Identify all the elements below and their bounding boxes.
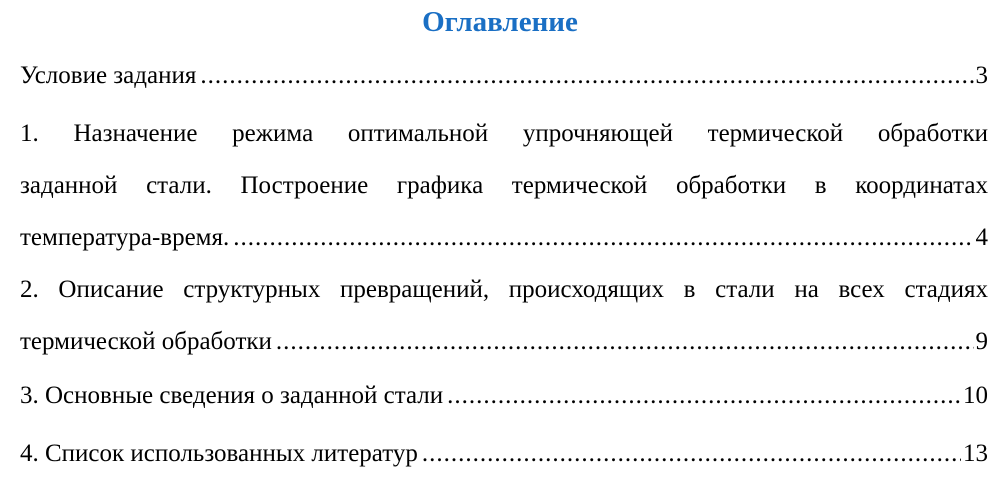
toc-entry-last-line xyxy=(20,50,988,102)
toc-entry-line: 2. Описание структурных превращений, происходящих в стали на всех стадиях xyxy=(20,276,988,303)
toc-entry-section-2[interactable] xyxy=(20,264,988,368)
toc-page-number[interactable]: 9 xyxy=(975,328,988,355)
toc-entry-label[interactable]: 3. Основные сведения о заданной стали xyxy=(20,382,444,409)
toc-entry-label[interactable]: Условие задания xyxy=(20,62,197,89)
toc-entry-line: заданной стали. Построение графика термической обработки в координатах xyxy=(20,172,988,199)
toc-page-number[interactable]: 10 xyxy=(963,382,988,409)
toc-entry-last-line xyxy=(20,370,988,422)
toc-entry-last-line xyxy=(20,316,988,368)
toc-page-number[interactable]: 3 xyxy=(975,62,988,89)
toc-entry-section-1[interactable] xyxy=(20,108,988,264)
toc-entry-line: 1. Назначение режима оптимальной упрочняющей термической обработки xyxy=(20,120,988,147)
toc-dot-leader xyxy=(447,370,961,422)
toc-entry-section-3[interactable] xyxy=(20,370,988,422)
toc-entry-last-line xyxy=(20,212,988,264)
toc-entry-task-conditions[interactable] xyxy=(20,50,988,102)
toc-dot-leader xyxy=(422,428,961,480)
toc-entry-label[interactable]: термической обработки xyxy=(20,328,272,355)
toc-dot-leader xyxy=(276,316,974,368)
toc-title: Оглавление xyxy=(422,6,578,38)
toc-entry-label[interactable]: 4. Список использованных литератур xyxy=(20,440,418,467)
toc-entry-label[interactable]: температура-время. xyxy=(20,224,230,251)
toc-entry-section-4[interactable] xyxy=(20,428,988,480)
toc-page-number[interactable]: 4 xyxy=(975,224,988,251)
toc-page-number[interactable]: 13 xyxy=(963,440,988,467)
toc-entry-last-line xyxy=(20,428,988,480)
toc-dot-leader xyxy=(233,212,973,264)
toc-dot-leader xyxy=(200,50,973,102)
